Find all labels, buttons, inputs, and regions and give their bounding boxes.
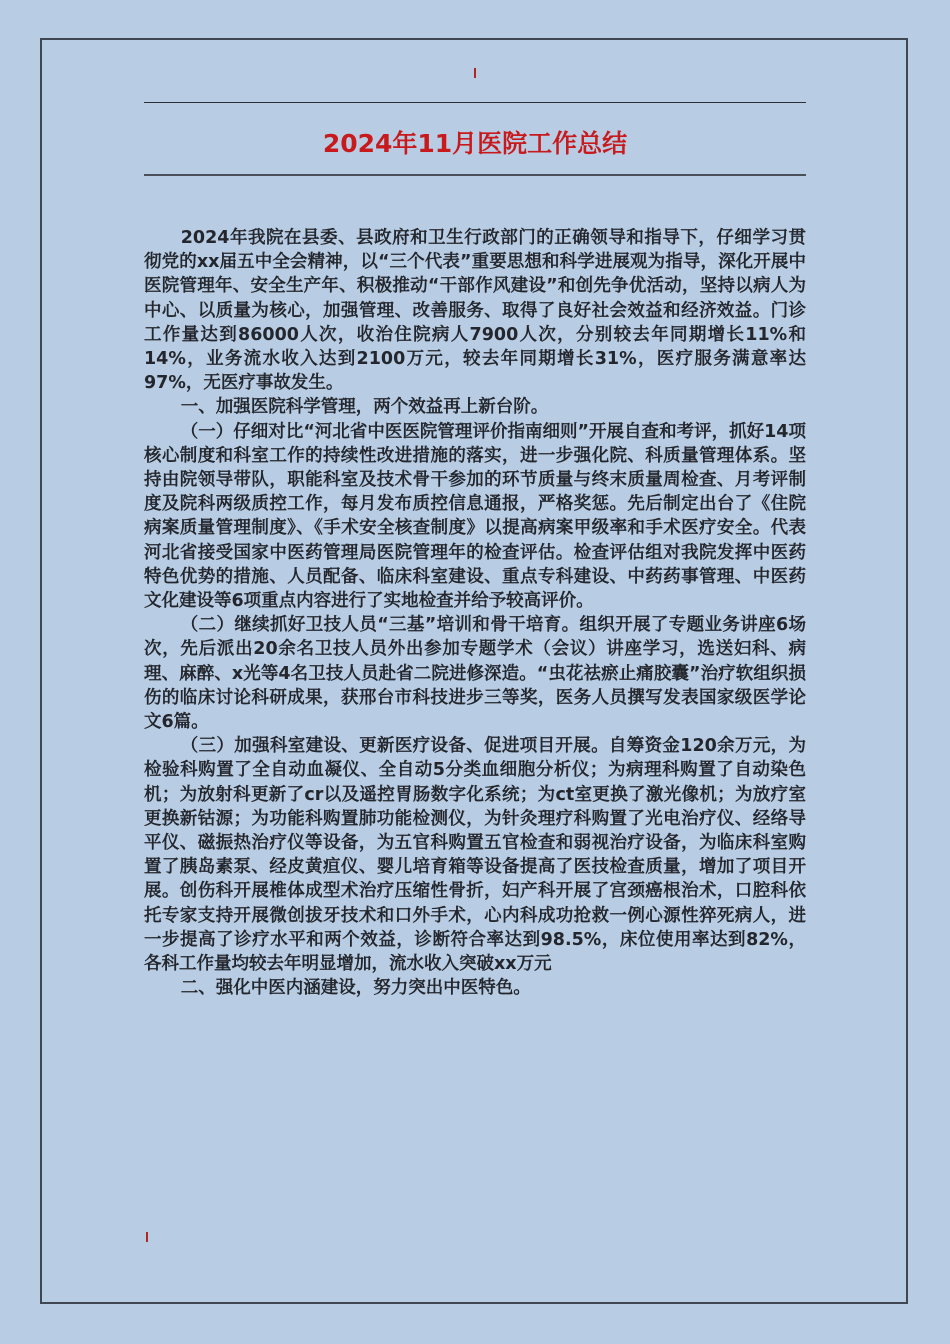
header-rule: [144, 102, 806, 103]
section-heading-2: 二、强化中医内涵建设，努力突出中医特色。: [180, 978, 531, 999]
title-rule: [144, 174, 806, 176]
section-heading-1: 一、加强医院科学管理，两个效益再上新台阶。: [180, 397, 549, 418]
paragraph-1-1: （一）仔细对比“河北省中医医院管理评价指南细则”开展自查和考评，抓好14项核心制度和科室工作的持续性改进措施的落实，进一步强化院、科质量管理体系。坚持由院领导带队，职能科室及技术骨干参加的环节质量与终末质量周检查、月考评制度及院科两级质控工作，每月发布质控信息通报，严格奖惩。先后制定出台了《住院病案质量管理制度》、《手术安全核查制度》以提高病案甲级率和手术医疗安全。代表河北省接受国家中医药管理局医院管理年的检查评估。检查评估组对我院发挥中医药特色优势的措施、人员配备、临床科室建设、重点专科建设、中药药事管理、中医药文化建设等6项重点内容进行了实地检查并给予较高评价。: [144, 421, 806, 612]
document-body: [144, 226, 806, 1001]
paragraph-1-3: （三）加强科室建设、更新医疗设备、促进项目开展。自筹资金120余万元，为检验科购置了全自动血凝仪、全自动5分类血细胞分析仪；为病理科购置了自动染色机；为放射科更新了cr以及遥控胃肠数字化系统；为ct室更换了激光像机；为放疗室更换新钴源；为功能科购置肺功能检测仪，为针灸理疗科购置了光电治疗仪、经络导平仪、磁振热治疗仪等设备，为五官科购置五官检查和弱视治疗设备，为临床科室购置了胰岛素泵、经皮黄疸仪、婴儿培育箱等设备提高了医技检查质量，增加了项目开展。创伤科开展椎体成型术治疗压缩性骨折，妇产科开展了宫颈癌根治术，口腔科依托专家支持开展微创拔牙技术和口外手术，心内科成功抢救一例心源性猝死病人，进一步提高了诊疗水平和两个效益，诊断符合率达到98.5%，床位使用率达到82%，各科工作量均较去年明显增加，流水收入突破xx万元: [144, 736, 806, 975]
header-marker: [474, 68, 476, 78]
document-title: 2024年11月医院工作总结: [322, 129, 628, 158]
paragraph-intro: 2024年我院在县委、县政府和卫生行政部门的正确领导和指导下，仔细学习贯彻党的xx届五中全会精神，以“三个代表”重要思想和科学进展观为指导，深化开展中医院管理年、安全生产年、积极推动“干部作风建设”和创先争优活动，坚持以病人为中心、以质量为核心，加强管理、改善服务、取得了良好社会效益和经济效益。门诊工作量达到86000人次，收治住院病人7900人次，分别较去年同期增长11%和14%，业务流水收入达到2100万元，较去年同期增长31%，医疗服务满意率达97%，无医疗事故发生。: [144, 228, 806, 394]
paragraph-1-2: （二）继续抓好卫技人员“三基”培训和骨干培育。组织开展了专题业务讲座6场次，先后派出20余名卫技人员外出参加专题学术（会议）讲座学习，选送妇科、病理、麻醉、x光等4名卫技人员赴省二院进修深造。“虫花祛瘀止痛胶囊”治疗软组织损伤的临床讨论科研成果，获邢台市科技进步三等奖，医务人员撰写发表国家级医学论文6篇。: [144, 615, 806, 733]
footer-marker: [146, 1232, 148, 1242]
